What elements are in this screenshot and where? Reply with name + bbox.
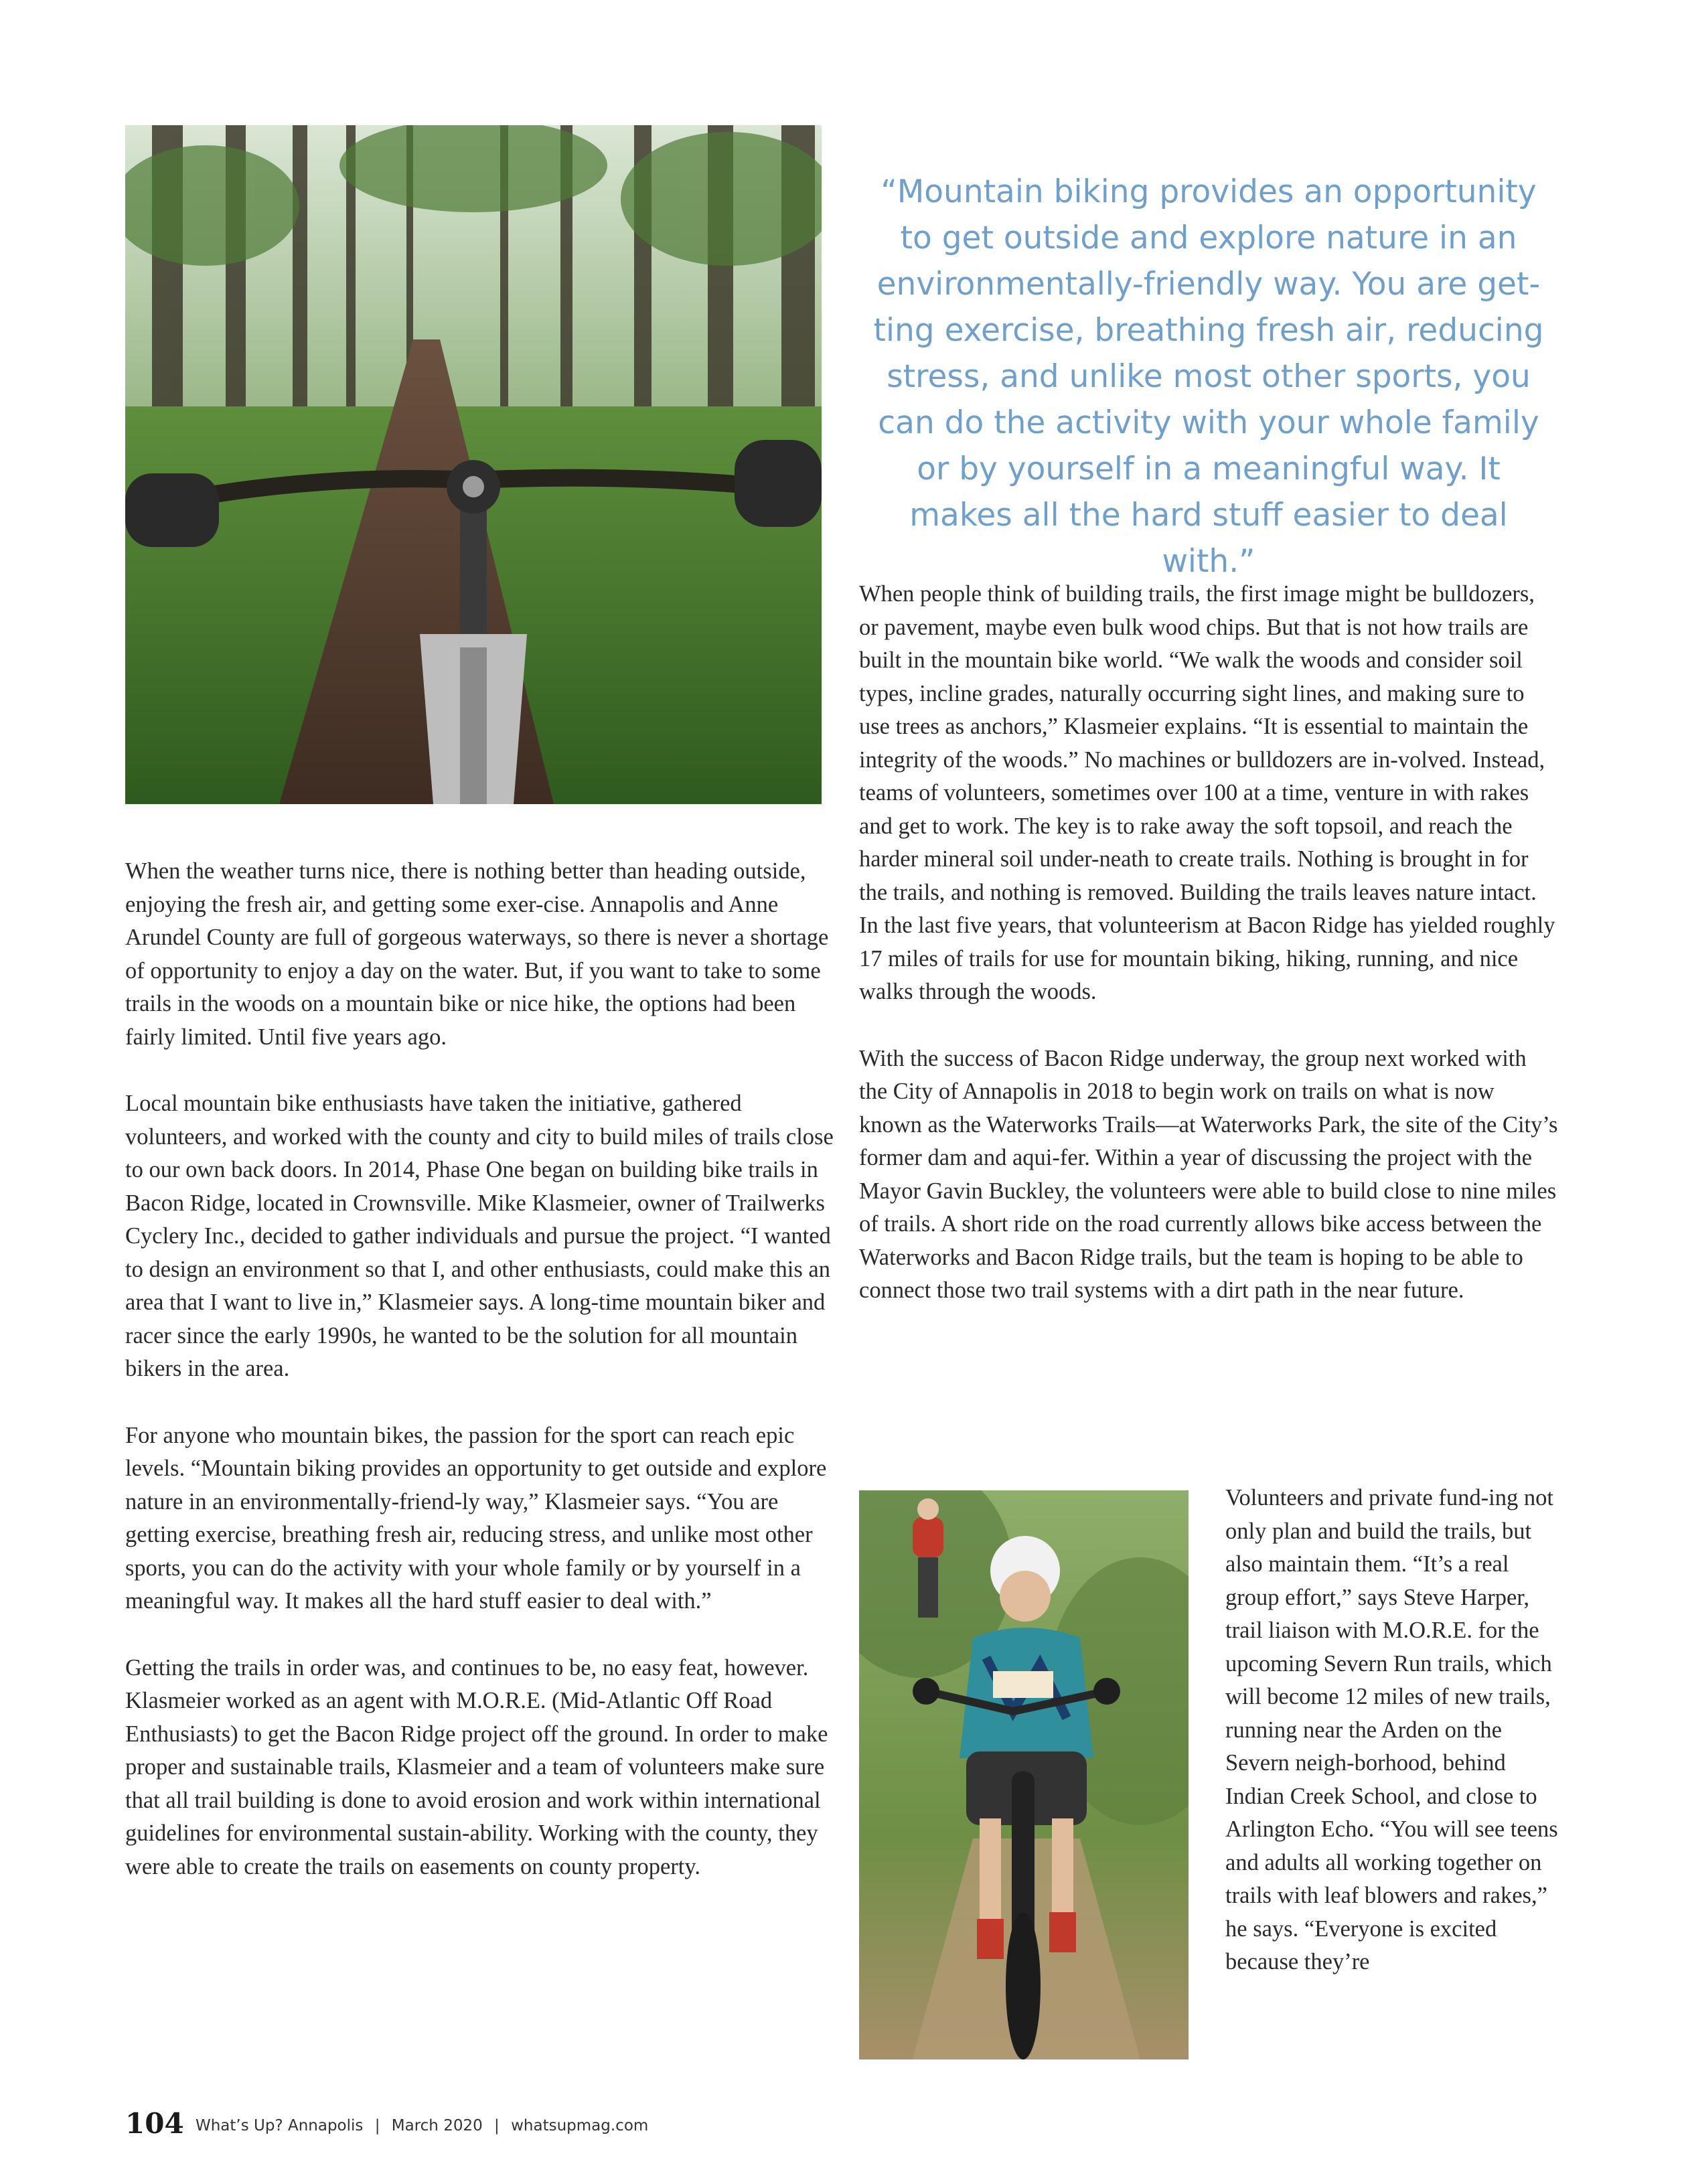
trail-photo [125,125,822,804]
paragraph: For anyone who mountain bikes, the passion for the sport can reach epic levels. “Mountain biking provides an opportunity to get outside and explore nature in an environmentally-friend-ly way,” Klasmeier says. “You are getting exercise, breathing fresh air, reducing stress, and unlike most other sports, you can do the activity with your whole family or by yourself in a meaningful way. It makes all the hard stuff easier to deal with.” [125,1422,827,1614]
publication-name: What’s Up? Annapolis [195,2117,364,2134]
paragraph: Volunteers and private fund-ing not only plan and build the trails, but also maintain them. “It’s a real group effort,” says Steve Harper, trail liaison with M.O.R.E. for the upcoming Severn Run trails, which will become 12 miles of new trails, running near the Arden on the Severn neigh-borhood, behind Indian Creek School, and close to Arlington Echo. “You will see teens and adults all working together on trails with leaf blowers and rakes,” he says. “Everyone is excited because they’re [1225,1485,1558,1974]
page-number: 104 [125,2107,184,2140]
page-footer [125,2104,649,2140]
body-column-left [125,855,835,1883]
paragraph: When people think of building trails, the first image might be bulldozers, or pavement, maybe even bulk wood chips. But that is not how trails are built in the mountain bike world. “We walk the woods and consider soil types, incline grades, naturally occurring sight lines, and making sure to use trees as anchors,” Klasmeier explains. “It is essential to maintain the integrity of the woods.” No machines or bulldozers are in-volved. Instead, teams of volunteers, sometimes over 100 at a time, venture in with rakes and get to work. The key is to rake away the soft topsoil, and reach the harder mineral soil under-neath to create trails. Nothing is brought in for the trails, and nothing is removed. Building the trails leaves nature intact. In the last five years, that volunteerism at Bacon Ridge has yielded roughly 17 miles of trails for use for mountain biking, hiking, running, and nice walks through the woods. [859,581,1555,1004]
paragraph: With the success of Bacon Ridge underway, the group next worked with the City of Annapolis in 2018 to begin work on trails on what is now known as the Waterworks Trails—at Waterworks Park, the site of the City’s former dam and aqui-fer. Within a year of discussing the project with the Mayor Gavin Buckley, the volunteers were able to build close to nine miles of trails. A short ride on the road currently allows bike access between the Waterworks and Bacon Ridge trails, but the team is hoping to be able to connect those two trail systems with a dirt path in the near future. [859,1045,1558,1303]
trail-photo-illustration [125,125,822,804]
rider-photo [859,1490,1189,2059]
issue-date: March 2020 [391,2117,483,2134]
paragraph: Getting the trails in order was, and continues to be, no easy feat, however. Klasmeier worked as an agent with M.O.R.E. (Mid-Atlantic Off Road Enthusiasts) to get the Bacon Ridge project off the ground. In order to make proper and sustainable trails, Klasmeier and a team of volunteers make sure that all trail building is done to avoid erosion and work within international guidelines for environmental sustain-ability. Working with the county, they were able to create the trails on easements on county property. [125,1654,828,1879]
paragraph: When the weather turns nice, there is nothing better than heading outside, enjoying the fresh air, and getting some exer-cise. Annapolis and Anne Arundel County are full of gorgeous waterways, so there is never a shortage of opportunity to enjoy a day on the water. But, if you want to take to some trails in the woods on a mountain bike or nice hike, the options had been fairly limited. Until five years ago. [125,858,829,1050]
body-column-right [859,578,1559,1308]
rider-photo-illustration [859,1490,1189,2059]
footer-separator: | [494,2117,500,2134]
body-column-side [1225,1482,1560,1979]
pull-quote: “Mountain biking provides an opportunity to get outside and explore nature in an environmentally-friendly way. You are get-ting exercise, breathing fresh air, reducing stress, and unlike most other sports, you can do the activity with your whole family or by yourself in a meaningful way. It makes all the hard stuff easier to deal with.” [873,173,1544,580]
website-link[interactable]: whatsupmag.com [511,2117,649,2134]
footer-separator: | [374,2117,380,2134]
paragraph: Local mountain bike enthusiasts have taken the initiative, gathered volunteers, and worked with the county and city to build miles of trails close to our own back doors. In 2014, Phase One began on building bike trails in Bacon Ridge, located in Crownsville. Mike Klasmeier, owner of Trailwerks Cyclery Inc., decided to gather individuals and pursue the project. “I wanted to design an environment so that I, and other enthusiasts, could make this an area that I want to live in,” Klasmeier says. A long-time mountain biker and racer since the early 1990s, he wanted to be the solution for all mountain bikers in the area. [125,1091,834,1381]
